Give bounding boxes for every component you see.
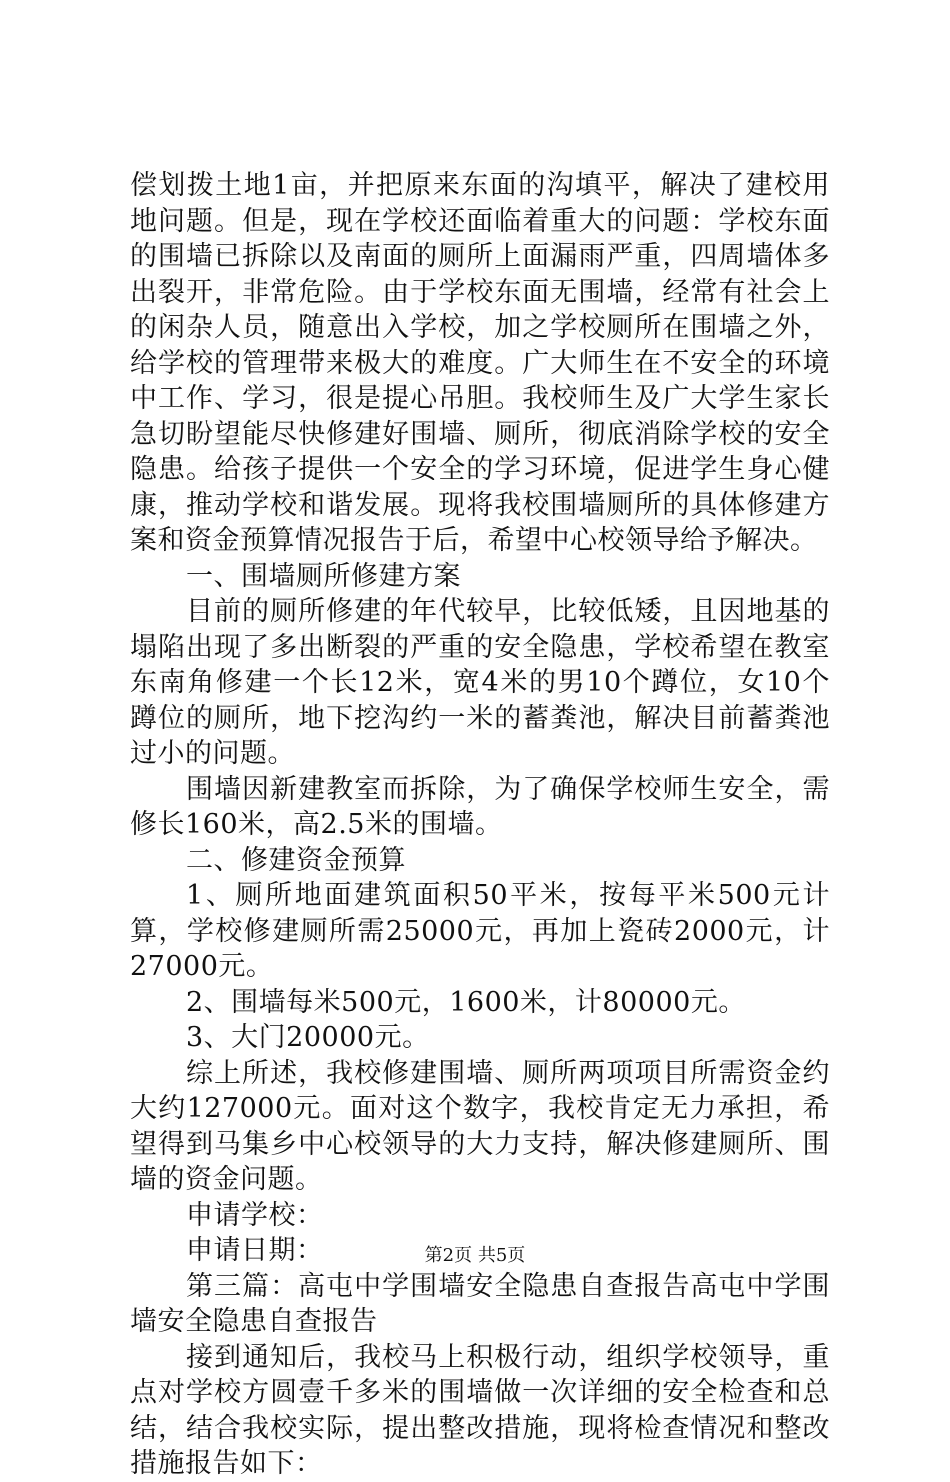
budget-item-gate: 3、大门20000元。 [186,1022,430,1053]
paragraph-wall-plan: 围墙因新建教室而拆除，为了确保学校师生安全，需修长160米，高2.5米的围墙。 [130,773,830,840]
paragraph-toilet-plan: 目前的厕所修建的年代较早，比较低矮，且因地基的塌陷出现了多出断裂的严重的安全隐患，学校希望在教室东南角修建一个长12米，宽4米的男10个蹲位，女10个蹲位的厕所，地下挖沟约一米的蓄粪池，解决目前蓄粪池过小的问题。 [130,596,830,769]
application-date-label: 申请日期： [186,1235,324,1266]
section-heading-budget: 二、修建资金预算 [186,844,406,876]
paragraph-intro: 偿划拨土地1亩，并把原来东面的沟填平，解决了建校用地问题。但是，现在学校还面临着重大的问题：学校东面的围墙已拆除以及南面的厕所上面漏雨严重，四周墙体多出裂开，非常危险。由于学校东面无围墙，经常有社会上的闲杂人员，随意出入学校，加之学校厕所在围墙之外，给学校的管理带来极大的难度。广大师生在不安全的环境中工作、学习，很是提心吊胆。我校师生及广大学生家长急切盼望能尽快修建好围墙、厕所，彻底消除学校的安全隐患。给孩子提供一个安全的学习环境，促进学生身心健康，推动学校和谐发展。现将我校围墙厕所的具体修建方案和资金预算情况报告于后，希望中心校领导给予解决。 [130,170,830,556]
budget-item-toilet: 1、厕所地面建筑面积50平米，按每平米500元计算，学校修建厕所需25000元，再加上瓷砖2000元，计27000元。 [130,880,830,982]
document-body [130,168,830,1482]
section-heading-plan: 一、围墙厕所修建方案 [186,560,461,592]
applicant-school-label: 申请学校： [186,1199,324,1231]
section-title-part-three: 第三篇：高屯中学围墙安全隐患自查报告高屯中学围墙安全隐患自查报告 [130,1270,830,1337]
paragraph-summary: 综上所述，我校修建围墙、厕所两项项目所需资金约大约127000元。面对这个数字，我校肯定无力承担，希望得到马集乡中心校领导的大力支持，解决修建厕所、围墙的资金问题。 [130,1057,830,1195]
page-number-footer: 第2页 共5页 [424,1245,526,1266]
budget-item-wall: 2、围墙每米500元，1600米，计80000元。 [186,986,746,1018]
paragraph-self-inspection: 接到通知后，我校马上积极行动，组织学校领导，重点对学校方圆壹千多米的围墙做一次详细的安全检查和总结，结合我校实际，提出整改措施，现将检查情况和整改措施报告如下： [130,1341,830,1479]
